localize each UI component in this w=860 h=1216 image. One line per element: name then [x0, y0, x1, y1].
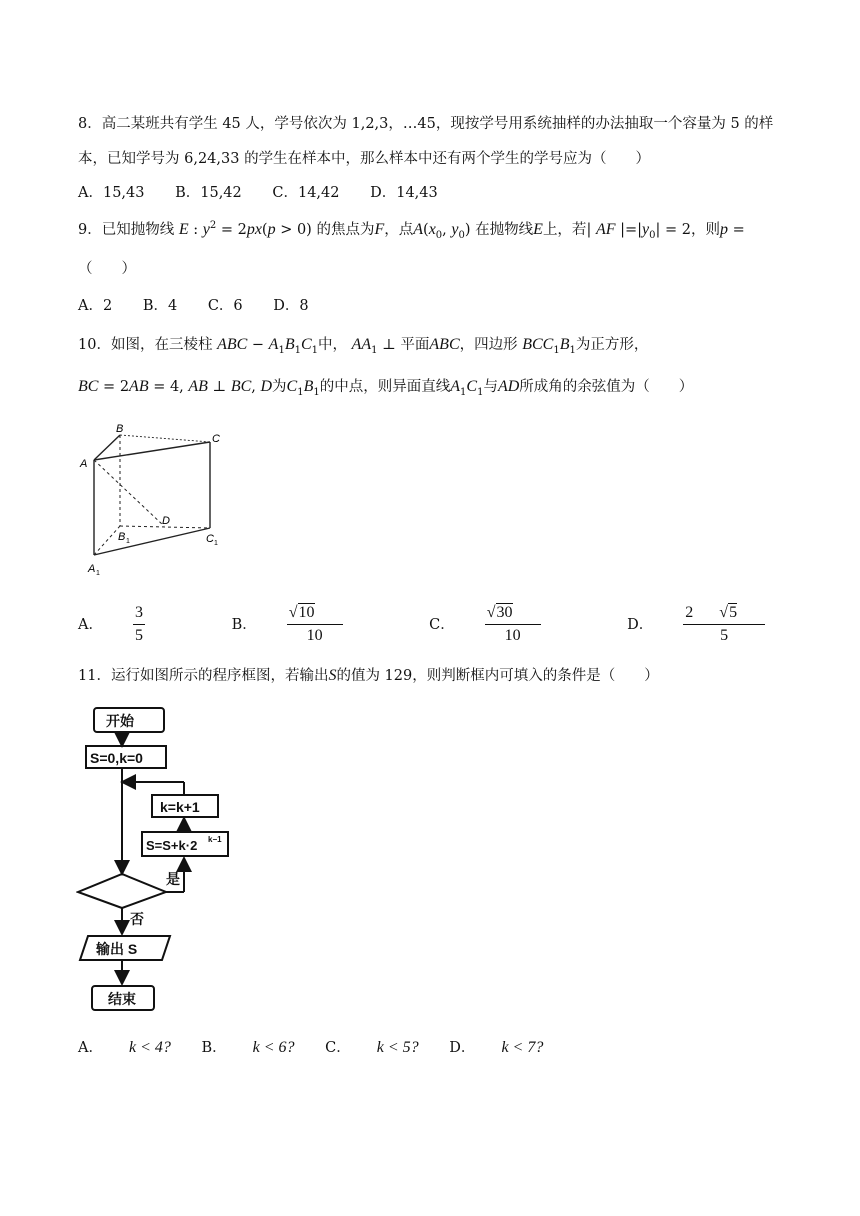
- q8-options: [78, 181, 464, 202]
- q8-line2: 本，已知学号为 6,24,33 的学生在样本中，那么样本中还有两个学生的学号应为（ ）: [78, 151, 651, 167]
- q9-option-d[interactable]: D．8: [273, 298, 309, 314]
- q9-line1: 9．已知抛物线 E : $y^2 = 2px(p > 0)$ 的焦点为F，点$A(x_0$, $y_0$) 在抛物线E上，若| AF $|=|y_0| = 2$，则p =: [78, 220, 745, 241]
- label-C1: C: [206, 533, 214, 545]
- q9-prefix: 9．已知抛物线: [78, 222, 175, 238]
- q10-option-a[interactable]: A． $\frac{3}{5}$: [78, 604, 143, 644]
- q11-option-d[interactable]: D． k < 7?: [449, 1039, 544, 1056]
- flow-end: 结束: [108, 991, 136, 1007]
- q9-options: [78, 294, 335, 315]
- q9-option-c[interactable]: C．6: [207, 298, 243, 314]
- q10-line2: BC = 2AB = 4, AB ⊥ BC, D为$C_1B_1$的中点，则异面直线$A_1C_1$与AD所成角的余弦值为（ ）: [78, 378, 694, 398]
- flow-yes: 是: [166, 871, 180, 887]
- q11-option-a[interactable]: A． k < 4?: [78, 1039, 171, 1056]
- flow-no: 否: [130, 911, 144, 927]
- q11-line1: 11．运行如图所示的程序框图，若输出S的值为 129，则判断框内可填入的条件是（ ）: [78, 667, 659, 684]
- flow-init: S=0,k=0: [90, 750, 143, 766]
- q8-line1: 8．高二某班共有学生 45 人，学号依次为 1,2,3，…45，现按学号用系统抽样的办法抽取一个容量为 5 的样: [78, 116, 774, 132]
- flow-update: S=S+k·2: [146, 838, 198, 853]
- flow-update-exp: k−1: [208, 835, 222, 844]
- label-A1: A: [88, 563, 96, 575]
- label-C: C: [212, 433, 220, 445]
- q8-option-d[interactable]: D．14,43: [370, 185, 438, 201]
- q8-option-b[interactable]: B．15,42: [175, 185, 242, 201]
- flowchart: [76, 700, 276, 1015]
- q10-option-c[interactable]: C． $\frac{√30}{10}$: [429, 617, 597, 633]
- q11-option-b[interactable]: B． k < 6?: [201, 1039, 295, 1056]
- svg-text:1: 1: [96, 570, 100, 577]
- svg-text:1: 1: [214, 540, 218, 547]
- label-D: D: [162, 515, 170, 527]
- q9-line2: （ ）: [78, 261, 136, 277]
- label-B: B: [116, 423, 124, 435]
- q10-option-b[interactable]: B． $\frac{√10}{10}$: [232, 617, 400, 633]
- q9-option-a[interactable]: A．2: [78, 298, 113, 314]
- q8-option-a[interactable]: A．15,43: [78, 185, 145, 201]
- label-A: A: [80, 458, 88, 470]
- q11-option-c[interactable]: C． k < 5?: [325, 1039, 419, 1056]
- q11-options: [78, 1036, 569, 1057]
- q10-options: [78, 604, 843, 645]
- q10-option-d[interactable]: D． $\frac{2 √5}{5}$: [627, 617, 817, 633]
- q8-option-c[interactable]: C．14,42: [272, 185, 340, 201]
- svg-text:1: 1: [126, 538, 130, 545]
- flow-output: 输出 S: [96, 941, 138, 957]
- q9-parabola-eq: E: [178, 221, 189, 238]
- q10-line1: 10．如图，在三棱柱 ABC − $A_1B_1C_1$中， $AA_1$ ⊥ 平面ABC，四边形 $BCC_1B_1$为正方形，: [78, 336, 649, 356]
- label-B1: B: [118, 531, 126, 543]
- prism-figure: [78, 420, 228, 580]
- q9-option-b[interactable]: B．4: [142, 298, 178, 314]
- flow-start: 开始: [106, 713, 134, 729]
- flow-inc: k=k+1: [160, 799, 200, 815]
